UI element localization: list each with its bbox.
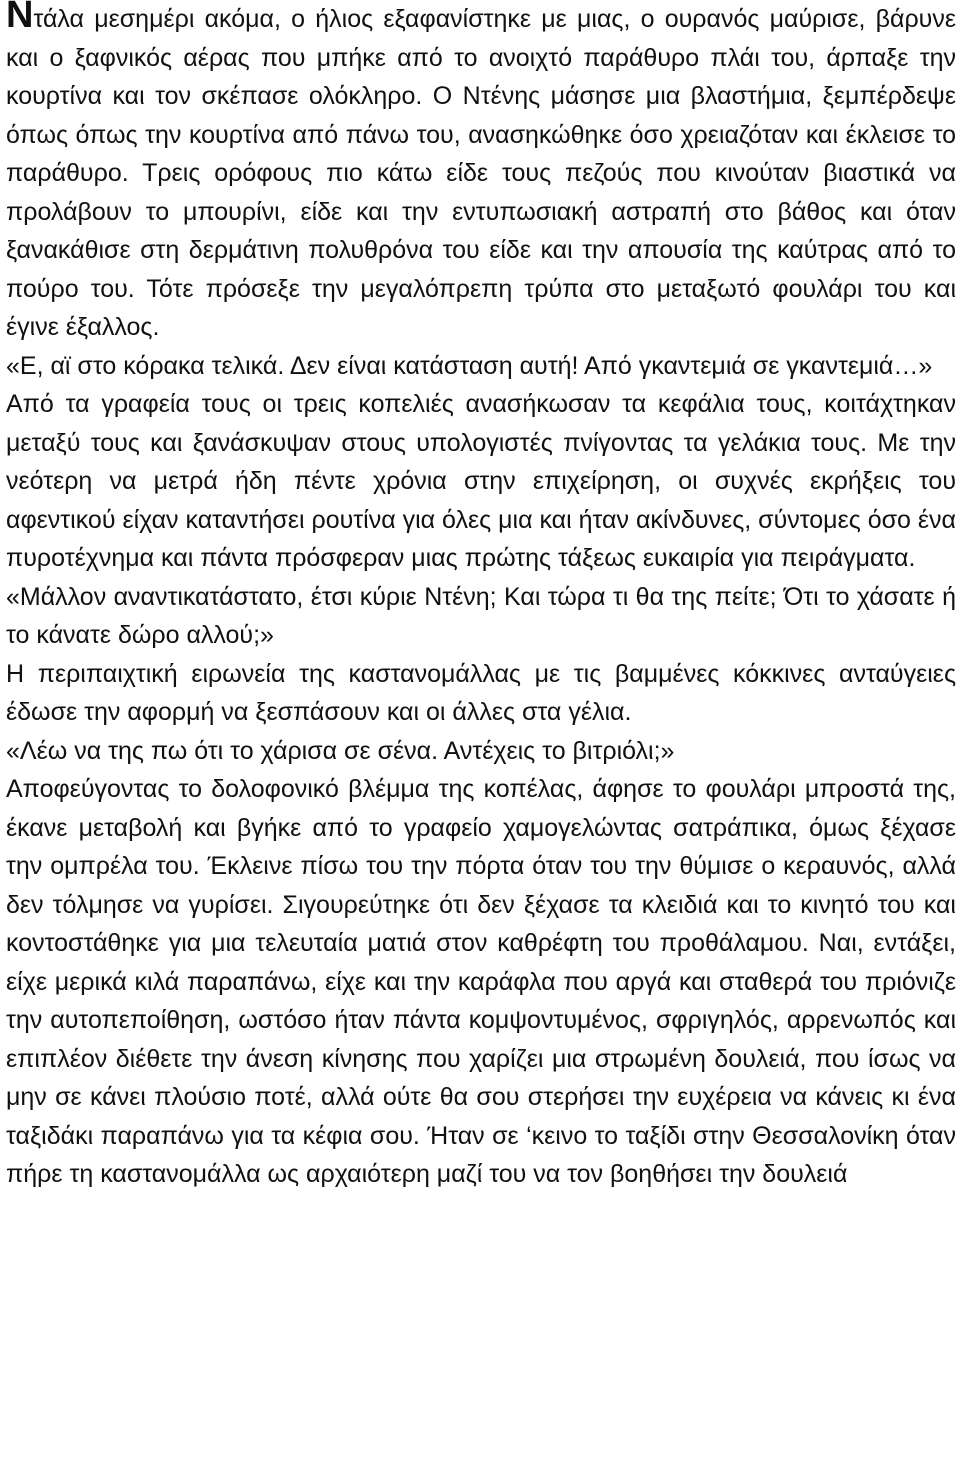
paragraph-6: «Λέω να της πω ότι το χάρισα σε σένα. Αντέχεις το βιτριόλι;» <box>6 736 675 765</box>
paragraph-5: Η περιπαιχτική ειρωνεία της καστανομάλλας με τις βαμμένες κόκκινες ανταύγειες έδωσε την αφορμή να ξεσπάσουν και οι άλλες στα γέλια. <box>6 659 956 726</box>
paragraph-3: Από τα γραφεία τους οι τρεις κοπελιές ανασήκωσαν τα κεφάλια τους, κοιτάχτηκαν μεταξύ τους και ξανάσκυψαν στους υπολογιστές πνίγοντας τα γελάκια τους. Με την νεότερη να μετρά ήδη πέντε χρόνια στην επιχείρηση, οι συχνές εκρήξεις του αφεντικού είχαν καταντήσει ρουτίνα για όλες μια και ήταν ακίνδυνες, σύντομες όσο ένα πυροτέχνημα και πάντα πρόσφεραν μιας πρώτης τάξεως ευκαιρία για πειράγματα. <box>6 390 956 572</box>
paragraph-7: Αποφεύγοντας το δολοφονικό βλέμμα της κοπέλας, άφησε το φουλάρι μπροστά της, έκανε μεταβολή και βγήκε από το γραφείο χαμογελώντας σατράπικα, όμως ξέχασε την ομπρέλα του. Έκλεινε πίσω του την πόρτα όταν του την θύμισε ο κεραυνός, αλλά δεν τόλμησε να γυρίσει. Σιγουρεύτηκε ότι δεν ξέχασε τα κλειδιά και το κινητό του και κοντοστάθηκε για μια τελευταία ματιά στον καθρέφτη του προθάλαμου. Ναι, εντάξει, είχε μερικά κιλά παραπάνω, είχε και την καράφλα που αργά και σταθερά του πριόνιζε την αυτοπεποίθηση, ωστόσο ήταν πάντα κομψοντυμένος, σφριγηλός, αρρενωπός και επιπλέον διέθετε την άνεση κίνησης που χαρίζει μια στρωμένη δουλειά, που ίσως να μην σε κάνει πλούσιο ποτέ, αλλά ούτε θα σου στερήσει την ευχέρεια να κάνεις κι ένα ταξιδάκι παραπάνω για τα κέφια σου. Ήταν σε ‘κεινο το ταξίδι στην Θεσσαλονίκη όταν πήρε τη καστανομάλλα ως αρχαιότερη μαζί του να τον βοηθήσει την δουλειά <box>6 775 956 1188</box>
paragraph-2: «Ε, αϊ στο κόρακα τελικά. Δεν είναι κατάσταση αυτή! Από γκαντεμιά σε γκαντεμιά…» <box>6 351 933 380</box>
paragraph-1-text: τάλα μεσημέρι ακόμα, ο ήλιος εξαφανίστηκε με μιας, ο ουρανός μαύρισε, βάρυνε και ο ξαφνικός αέρας που μπήκε από το ανοιχτό παράθυρο πλάι του, άρπαξε την κουρτίνα και τον σκέπασε ολόκληρο. Ο Ντένης μάσησε μια βλαστήμια, ξεμπέρδεψε όπως όπως την κουρτίνα από πάνω του, ανασηκώθηκε όσο χρειαζόταν και έκλεισε το παράθυρο. Τρεις ορόφους πιο κάτω είδε τους πεζούς που κινούταν βιαστικά να προλάβουν το μπουρίνι, είδε και την εντυπωσιακή αστραπή στο βάθος και όταν ξανακάθισε στη δερμάτινη πολυθρόνα του είδε και την απουσία της καύτρας από το πούρο του. Τότε πρόσεξε την μεγαλόπρεπη τρύπα στο μεταξωτό φουλάρι του και έγινε έξαλλος. <box>6 5 956 341</box>
paragraph-1 <box>6 0 956 347</box>
paragraph-4: «Μάλλον αναντικατάστατο, έτσι κύριε Ντένη; Και τώρα τι θα της πείτε; Ότι το χάσατε ή το κάνατε δώρο αλλού;» <box>6 582 956 649</box>
drop-cap: Ν <box>6 0 34 36</box>
